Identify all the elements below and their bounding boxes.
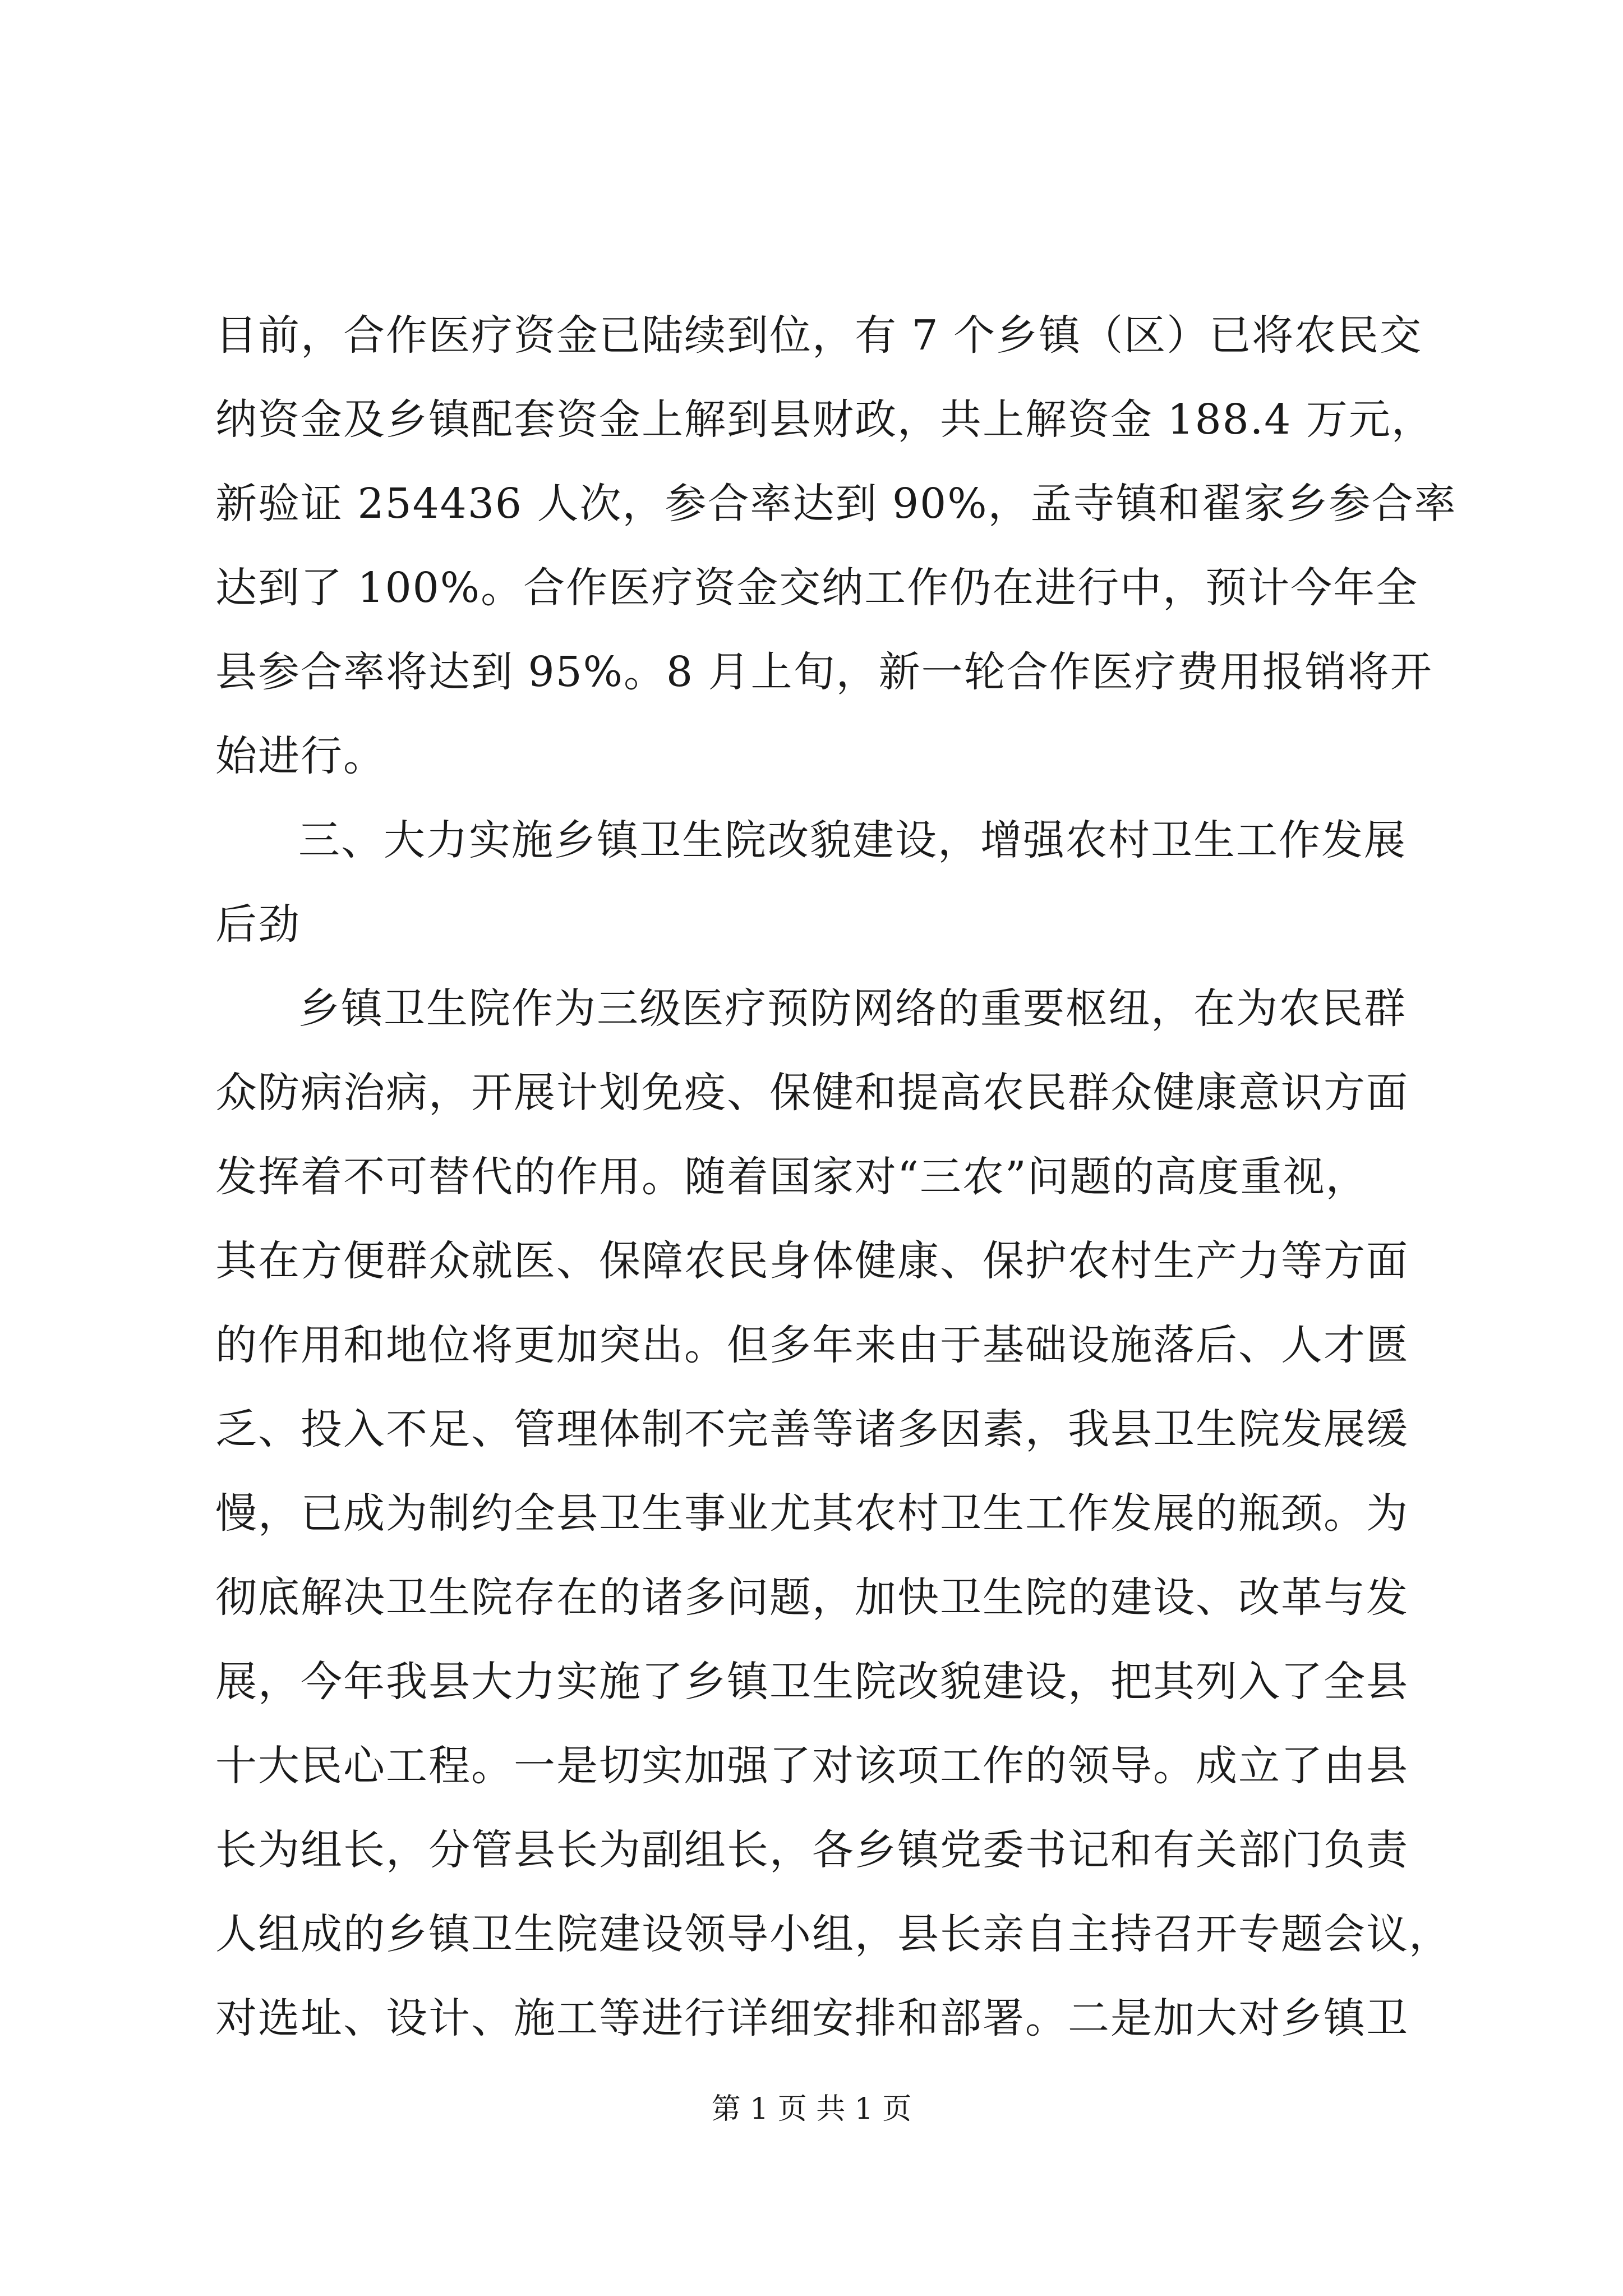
- text-line-1: 目前，合作医疗资金已陆续到位，有 7 个乡镇（区）已将农民交: [215, 311, 1423, 360]
- text-line-13: 的作用和地位将更加突出。但多年来由于基础设施落后、人才匮: [215, 1321, 1409, 1369]
- section-heading-line-2: 后劲: [215, 900, 301, 949]
- text-line-18: 十大民心工程。一是切实加强了对该项工作的领导。成立了由县: [215, 1742, 1409, 1790]
- text-line-20: 人组成的乡镇卫生院建设领导小组，县长亲自主持召开专题会议，: [215, 1910, 1451, 1958]
- text-line-2: 纳资金及乡镇配套资金上解到县财政，共上解资金 188.4 万元，: [215, 395, 1434, 444]
- text-line-3: 新验证 254436 人次，参合率达到 90%，孟寺镇和翟家乡参合率: [215, 480, 1457, 528]
- text-line-17: 展，今年我县大力实施了乡镇卫生院改貌建设，把其列入了全县: [215, 1658, 1409, 1706]
- text-line-21: 对选址、设计、施工等进行详细安排和部署。二是加大对乡镇卫: [215, 1994, 1409, 2042]
- text-line-12: 其在方便群众就医、保障农民身体健康、保护农村生产力等方面: [215, 1237, 1409, 1285]
- text-line-10: 众防病治病，开展计划免疫、保健和提高农民群众健康意识方面: [215, 1069, 1409, 1117]
- text-line-19: 长为组长，分管县长为副组长，各乡镇党委书记和有关部门负责: [215, 1826, 1409, 1874]
- text-line-14: 乏、投入不足、管理体制不完善等诸多因素，我县卫生院发展缓: [215, 1405, 1409, 1453]
- text-line-9: 乡镇卫生院作为三级医疗预防网络的重要枢纽，在为农民群: [298, 984, 1407, 1033]
- text-line-6: 始进行。: [215, 732, 386, 780]
- text-line-4: 达到了 100%。合作医疗资金交纳工作仍在进行中，预计今年全: [215, 564, 1419, 612]
- text-line-11: 发挥着不可替代的作用。随着国家对“三农”问题的高度重视，: [215, 1153, 1368, 1201]
- text-line-5: 县参合率将达到 95%。8 月上旬，新一轮合作医疗费用报销将开: [215, 648, 1433, 696]
- section-heading-line-1: 三、大力实施乡镇卫生院改貌建设，增强农村卫生工作发展: [298, 816, 1407, 864]
- text-line-15: 慢，已成为制约全县卫生事业尤其农村卫生工作发展的瓶颈。为: [215, 1489, 1409, 1538]
- text-line-16: 彻底解决卫生院存在的诸多问题，加快卫生院的建设、改革与发: [215, 1573, 1409, 1622]
- page-footer: 第 1 页 共 1 页: [711, 2092, 912, 2126]
